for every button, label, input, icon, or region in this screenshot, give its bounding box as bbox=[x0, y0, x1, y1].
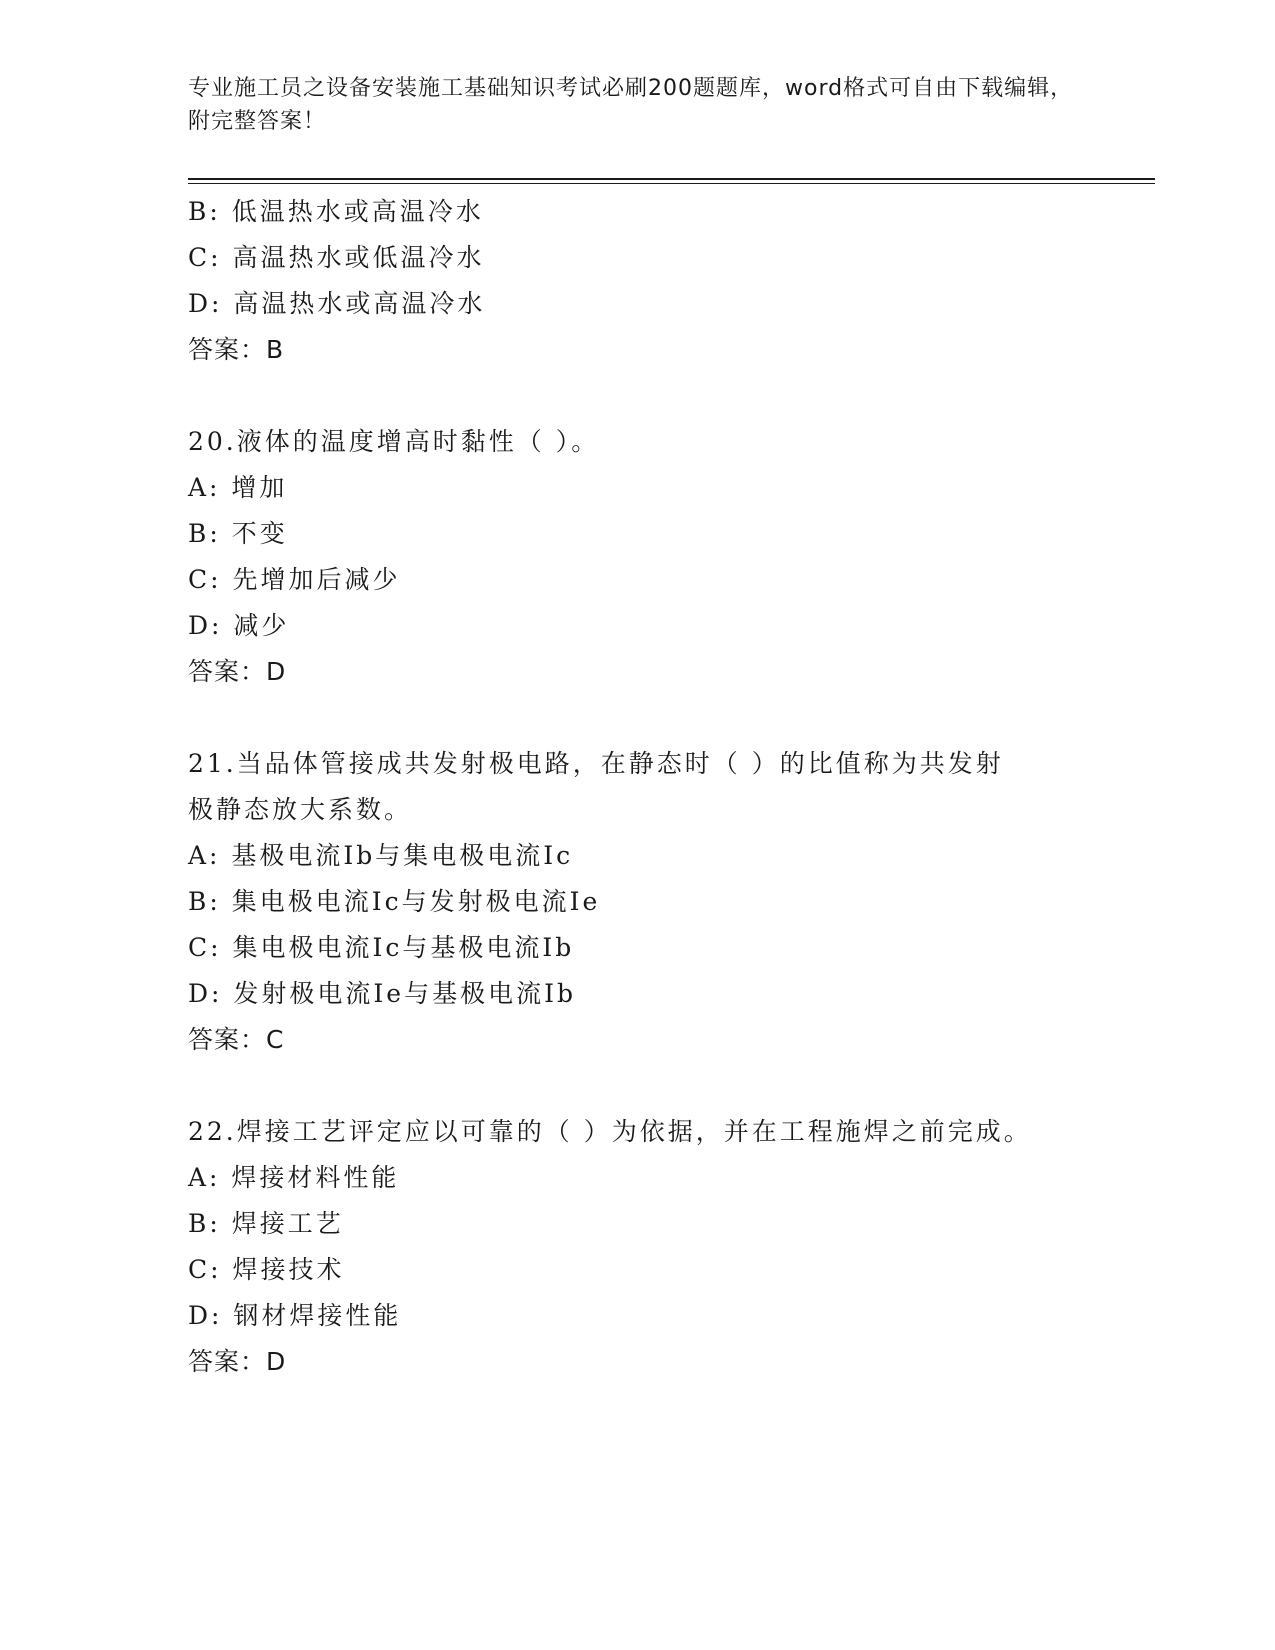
option-a: A: 增加 bbox=[188, 473, 288, 502]
option-b: B: 不变 bbox=[188, 519, 288, 548]
option-a: A: 基极电流Ib与集电极电流Ic bbox=[188, 841, 574, 870]
answer: 答案：B bbox=[188, 335, 285, 364]
header-rule-thick bbox=[188, 178, 1155, 180]
answer: 答案：D bbox=[188, 657, 287, 686]
question-stem: 20.液体的温度增高时黏性（ ）。 bbox=[188, 427, 600, 456]
option-c: C: 高温热水或低温冷水 bbox=[188, 243, 485, 272]
question-stem: 21.当品体管接成共发射极电路，在静态时（ ）的比值称为共发射极静态放大系数。 bbox=[188, 749, 1004, 824]
question-22 bbox=[188, 1109, 1088, 1385]
option-b: B: 焊接工艺 bbox=[188, 1209, 344, 1238]
option-b: B: 低温热水或高温冷水 bbox=[188, 197, 484, 226]
question-21 bbox=[188, 741, 1088, 1063]
question-stem: 22.焊接工艺评定应以可靠的（ ）为依据，并在工程施焊之前完成。 bbox=[188, 1117, 1032, 1146]
question-content bbox=[188, 189, 1088, 1385]
answer: 答案：C bbox=[188, 1025, 285, 1054]
option-c: C: 焊接技术 bbox=[188, 1255, 345, 1284]
answer: 答案：D bbox=[188, 1347, 287, 1376]
option-d: D: 钢材焊接性能 bbox=[188, 1301, 402, 1330]
spacer bbox=[188, 1063, 1088, 1109]
option-b: B: 集电极电流Ic与发射极电流Ie bbox=[188, 887, 601, 916]
option-d: D: 高温热水或高温冷水 bbox=[188, 289, 486, 318]
option-c: C: 先增加后减少 bbox=[188, 565, 401, 594]
continued-question bbox=[188, 189, 1088, 373]
option-d: D: 发射极电流Ie与基极电流Ib bbox=[188, 979, 576, 1008]
header-rule-thin bbox=[188, 183, 1155, 184]
option-a: A: 焊接材料性能 bbox=[188, 1163, 400, 1192]
document-header: 专业施工员之设备安装施工基础知识考试必刷200题题库，word格式可自由下载编辑，附完整答案！ bbox=[188, 76, 1074, 134]
option-c: C: 集电极电流Ic与基极电流Ib bbox=[188, 933, 575, 962]
spacer bbox=[188, 373, 1088, 419]
option-d: D: 减少 bbox=[188, 611, 290, 640]
question-20 bbox=[188, 419, 1088, 695]
spacer bbox=[188, 695, 1088, 741]
